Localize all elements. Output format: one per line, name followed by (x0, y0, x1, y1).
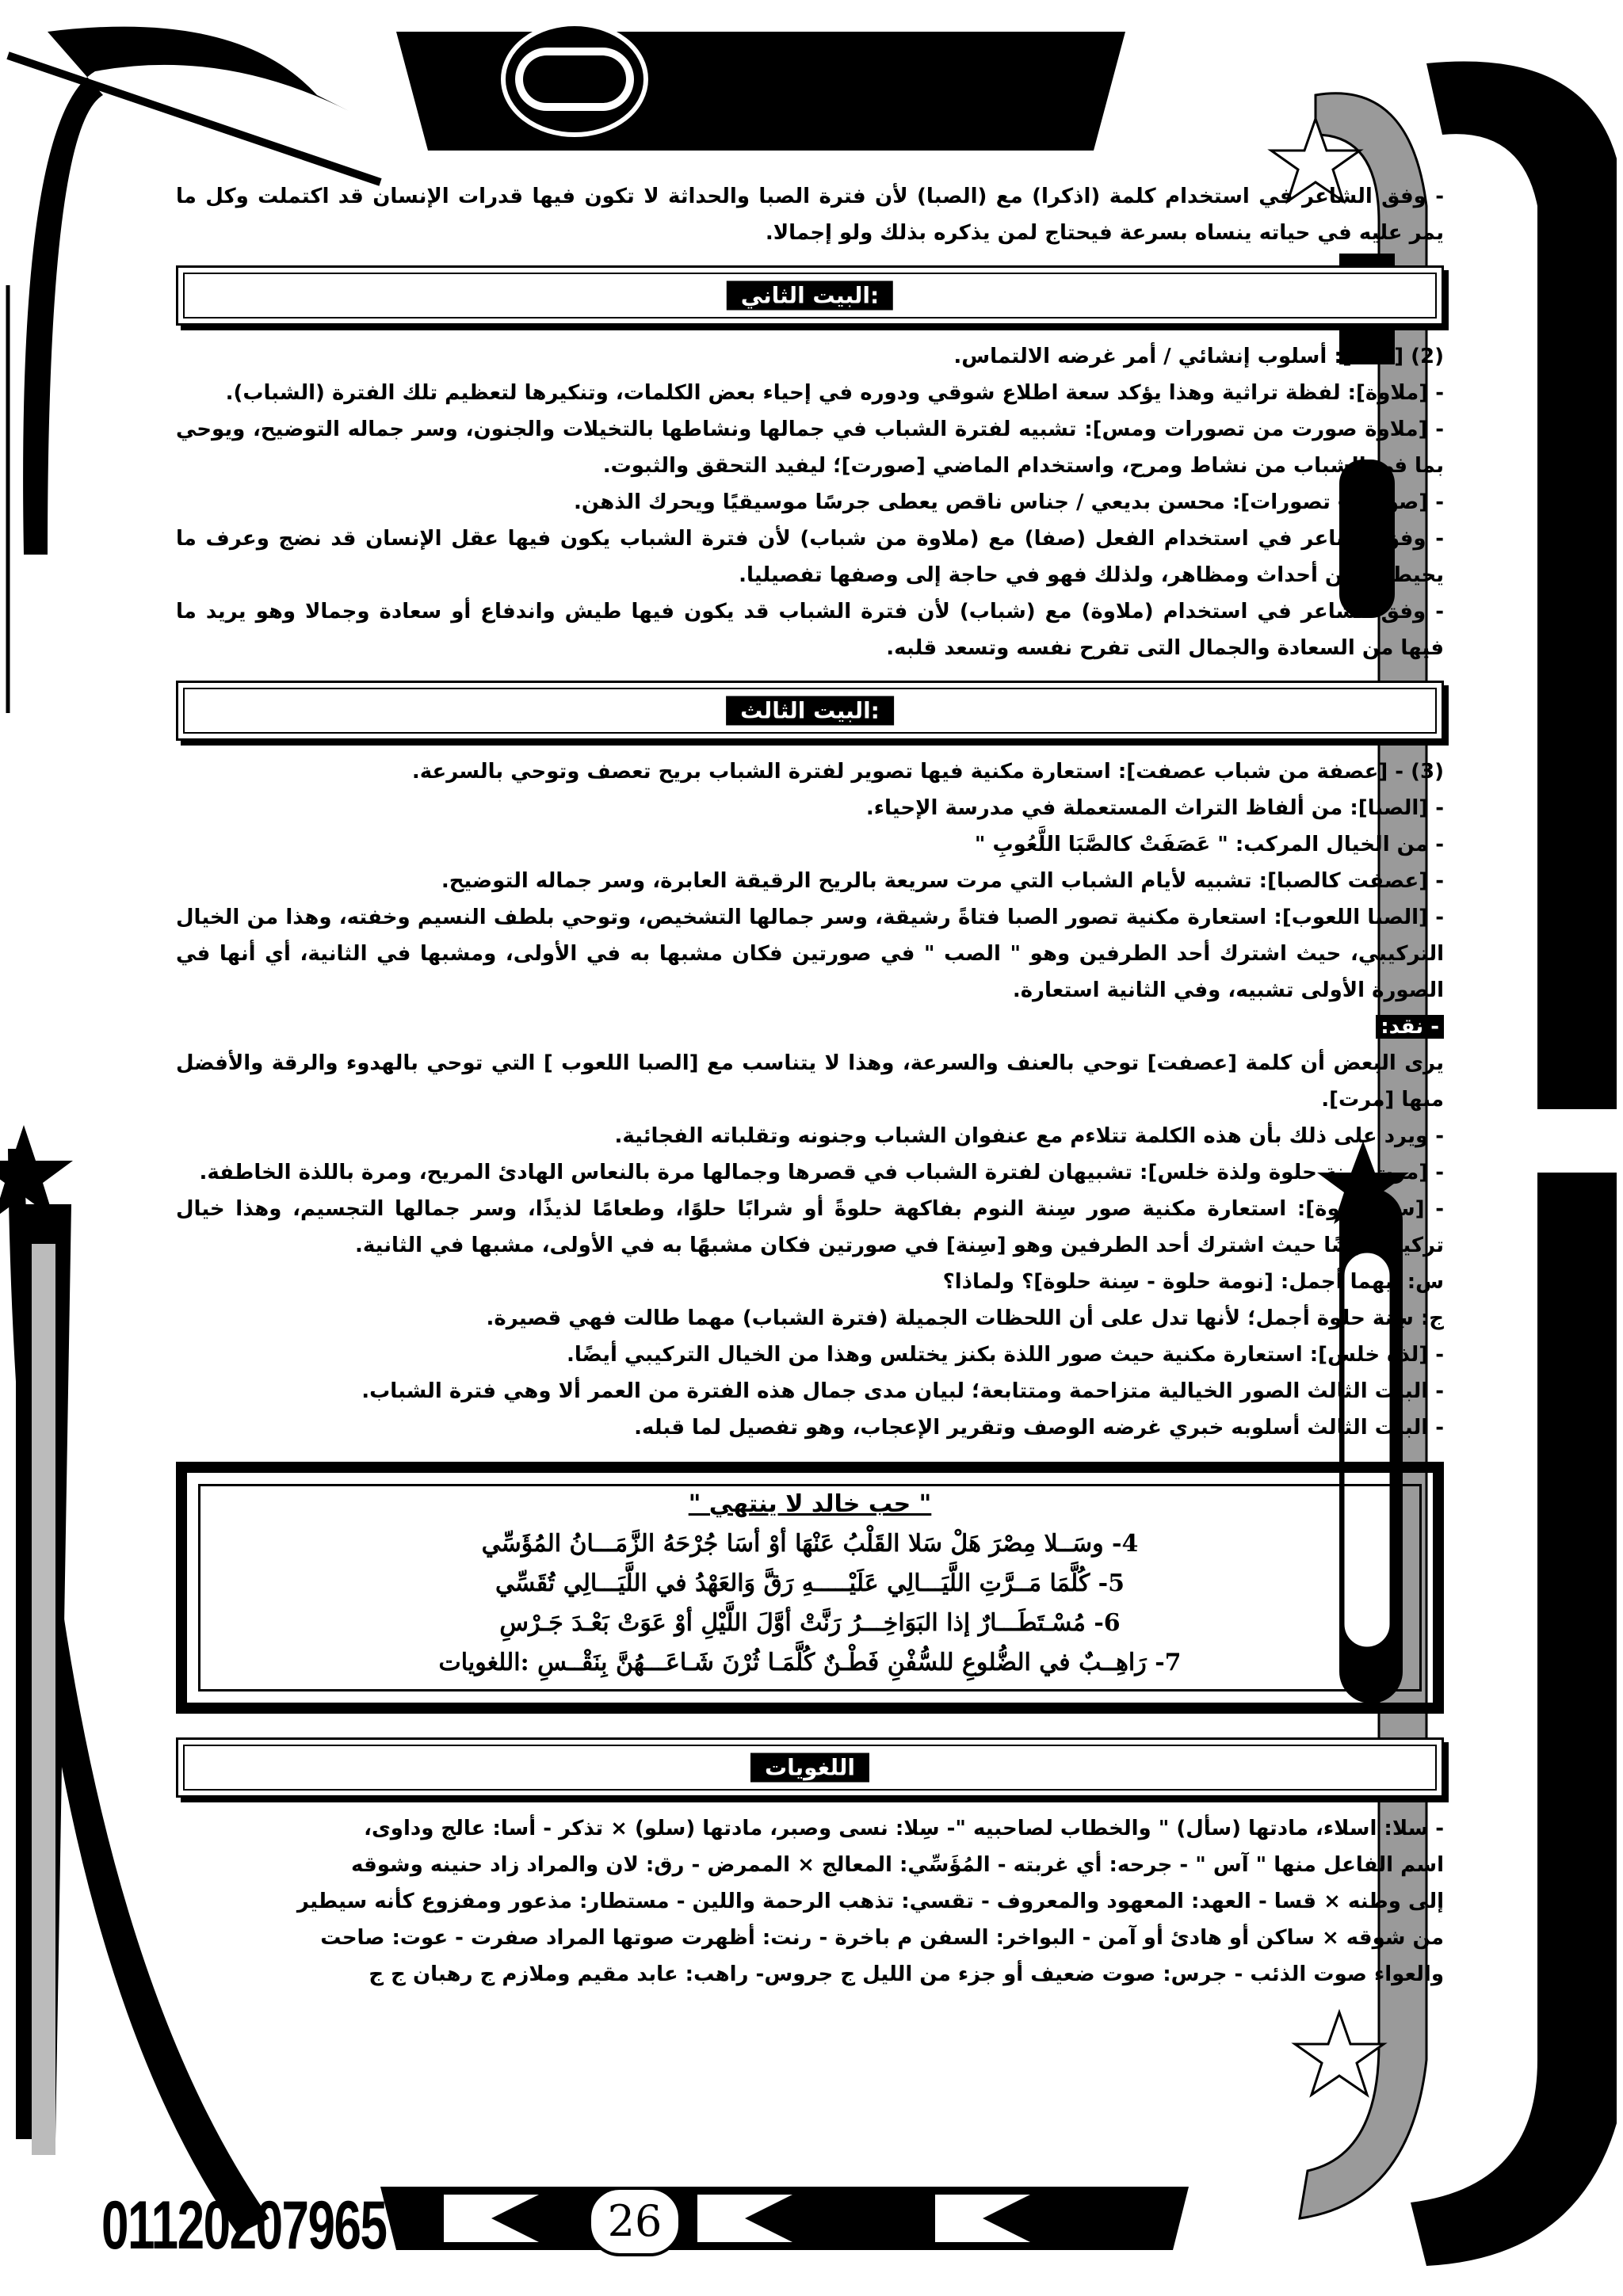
poem-line: 4- وسَــلا مِصْرَ هَلْ سَلا القَلْبُ عَنْهَا أوْ أسَا جُرْحَهُ الزَّمَـــانُ المُؤَسِّي (481, 1530, 1139, 1558)
critique-paragraph: - البيت الثالث الصور الخيالية متزاحمة ومتتابعة؛ لبيان مدى جمال هذه الفترة من العمر ألا وهي فترة الشباب. (361, 1379, 1444, 1403)
section-heading-label: :البيت الثاني (727, 281, 893, 311)
vocab-line: والعواء صوت الذئب - جرس: صوت ضعيف أو جزء من الليل ج جروس- راهب: عابد مقيم وملازم ج رهبان ج ج (369, 1962, 1444, 1986)
verse3-paragraph: - [الصبا اللعوب]: استعارة مكنية تصور الصبا فتاةً رشيقة، وسر جمالها التشخيص، وتوحي بلطف النسيم وخفته، وهذا من الخيال التركيبي، حيث اشترك أحد الطرفين وهو " الصب " في صورتين فكان مشبها به في الأولى، ومشبها في الثانية، أي أنها في الصورة الأولى تشبيه، وفي الثانية استعارة. (176, 906, 1444, 1002)
poem-line: 6- مُسْـتَطَـــارٌ إذا البَوَاخِـــرُ رَنَّتْ أوَّلَ اللَّيْلِ أوْ عَوَتْ بَعْـدَ جَـرْسِ (499, 1609, 1121, 1637)
verse2-paragraph: - [صورت - تصورات]: محسن بديعي / جناس ناقص يعطى جرسًا موسيقيًا ويحرك الذهن. (574, 490, 1444, 514)
poem-line: 7- رَاهِــبٌ في الضُّلوعِ للسُّفْنِ فَطْـنٌ كُلَّمَـا ثُرْنَ شَـاعَـــهُنَّ بِنَقْــسِ :اللغويات (438, 1649, 1182, 1676)
poem-line: 5- كُلَّمَا مَــرَّتِ اللَّيَـــالِي عَلَيْـــــهِ رَقَّ وَالعَهْدُ في اللَّيَـــالِي تُقَسِّي (495, 1569, 1125, 1597)
vocab-line: من شوقه × ساكن أو هادئ أو آمن - البواخر: السفن م باخرة - رنت: أظهرت صوتها المراد صفرت - عوت: صاحت (320, 1926, 1444, 1950)
vocab-line: إلى وطنه × قسا - العهد: المعهود والمعروف - تقسي: تذهب الرحمة واللين - مستطار: مذعور ومفزوع كأنه سيطير (296, 1890, 1444, 1913)
poem-box (176, 1462, 1444, 1714)
critique-paragraph: س: أيهما أجمل: [نومة حلوة - سِنة حلوة]؟ ولماذا؟ (942, 1270, 1444, 1294)
phone-number: 01120207965 (101, 2187, 387, 2264)
critique-paragraph: - [لذة خلس]: استعارة مكنية حيث صور اللذة بكنز يختلس وهذا من الخيال التركيبي أيضًا. (566, 1343, 1444, 1367)
verse2-paragraph: - [ملاوة صورت من تصورات ومس]: تشبيه لفترة الشباب في جمالها ونشاطها بالتخيلات والجنون، وسر جماله التوضيح، ويوحي بما في الشباب من نشاط ومرح، واستخدام الماضي [صورت]؛ ليفيد التحقق والثبوت. (176, 418, 1444, 478)
vocab-line: اسم الفاعل منها " آس " - جرحه: أي غربته - المُؤَسِّي: المعالج × الممرض - رق: لان والمراد زاد حنينه وشوقه (350, 1853, 1444, 1877)
section-heading-label: :البيت الثالث (726, 696, 894, 726)
verse2-paragraph: - وفق الشاعر في استخدام (ملاوة) مع (شباب) لأن فترة الشباب قد يكون فيها طيش واندفاع أو سعادة وجمالا وهو يريد ما فيها من السعادة والجمال التى تفرح نفسه وتسعد قلبه. (176, 600, 1444, 660)
verse3-paragraph: - من الخيال المركب: " عَصَفَتْ كالصَّبَا اللَّعُوبِ " (974, 833, 1444, 856)
critique-paragraph: - [مرت سنة حلوة ولذة خلس]: تشبيهان لفترة الشباب في قصرها وجمالها مرة بالنعاس الهادئ المريح، ومرة باللذة الخاطفة. (199, 1161, 1444, 1184)
section-heading-verse-2 (176, 265, 1444, 326)
section-heading-vocabulary (176, 1737, 1444, 1798)
verse3-paragraph: (3) - [عصفة من شباب عصفت]: استعارة مكنية فيها تصوير لفترة الشباب بريح تعصف وتوحي بالسرعة. (411, 760, 1444, 784)
section-heading-label: اللغويات (750, 1753, 869, 1783)
verse3-paragraph: - [الصبا]: من ألفاظ التراث المستعملة في مدرسة الإحياء. (865, 796, 1444, 820)
verse2-paragraph: - [ملاوة]: لفظة تراثية وهذا يؤكد سعة اطلاع شوقي ودوره في إحياء بعض الكلمات، وتنكيرها لتعظيم تلك الفترة (الشباب). (225, 381, 1444, 405)
intro-paragraph: - وفق الشاعر في استخدام كلمة (اذكرا) مع (الصبا) لأن فترة الصبا والحداثة لا تكون فيها قدرات الإنسان قد اكتملت وكل ما يمر عليه في حياته ينساه بسرعة فيحتاج لمن يذكره بذلك ولو إجمالا. (176, 185, 1444, 245)
critique-paragraph: - [سنة حلوة]: استعارة مكنية صور سِنة النوم بفاكهة حلوةً أو شرابًا حلوًا، وطعامًا لذيذًا، وسر جمالها التجسيم، وهذا خيال تركيبي أيضًا حيث اشترك أحد الطرفين وهو [سِنة] في صورتين فكان مشبهًا به في الأولى، مشبها في الثانية. (176, 1197, 1444, 1257)
critique-paragraph: ج: سِنة حلوة أجمل؛ لأنها تدل على أن اللحظات الجميلة (فترة الشباب) مهما طالت فهي قصيرة. (486, 1306, 1444, 1330)
critique-paragraph: - البيت الثالث أسلوبه خبري غرضه الوصف وتقرير الإعجاب، وهو تفصيل لما قبله. (634, 1416, 1444, 1440)
verse3-paragraph: - [عصفت كالصبا]: تشبيه لأيام الشباب التي مرت سريعة بالريح الرقيقة العابرة، وسر جماله التوضيح. (441, 869, 1444, 893)
verse2-paragraph: - وفق الشاعر في استخدام الفعل (صفا) مع (ملاوة من شباب) لأن فترة الشباب يكون فيها عقل الإنسان قد نضج وعرف ما يحيط به من أحداث ومظاهر، ولذلك فهو في حاجة إلى وصفها تفصيليا. (176, 527, 1444, 587)
section-heading-verse-3 (176, 681, 1444, 741)
vocab-line: - سلا: اسلاء، مادتها (سأل) " والخطاب لصاحبيه "- سِلا: نسى وصبر، مادتها (سلو) × تذكر - أسا: عالج وداوى، (364, 1817, 1444, 1840)
critique-label: - نقد: (176, 1009, 1444, 1045)
verse2-paragraph: (2) [صفا]: أسلوب إنشائي / أمر غرضه الالتماس. (953, 345, 1444, 368)
page-number: 26 (588, 2187, 682, 2256)
critique-paragraph: - ويرد على ذلك بأن هذه الكلمة تتلاءم مع عنفوان الشباب وجنونه وتقلباته الفجائية. (614, 1124, 1444, 1148)
critique-paragraph: يرى البعض أن كلمة [عصفت] توحي بالعنف والسرعة، وهذا لا يتناسب مع [الصبا اللعوب ] التي توحي بالهدوء والرقة والأفضل منها [مرت]. (176, 1051, 1444, 1112)
content-area (176, 178, 1444, 1993)
poem-title: " حب خالد لا ينتهي " (688, 1490, 932, 1518)
